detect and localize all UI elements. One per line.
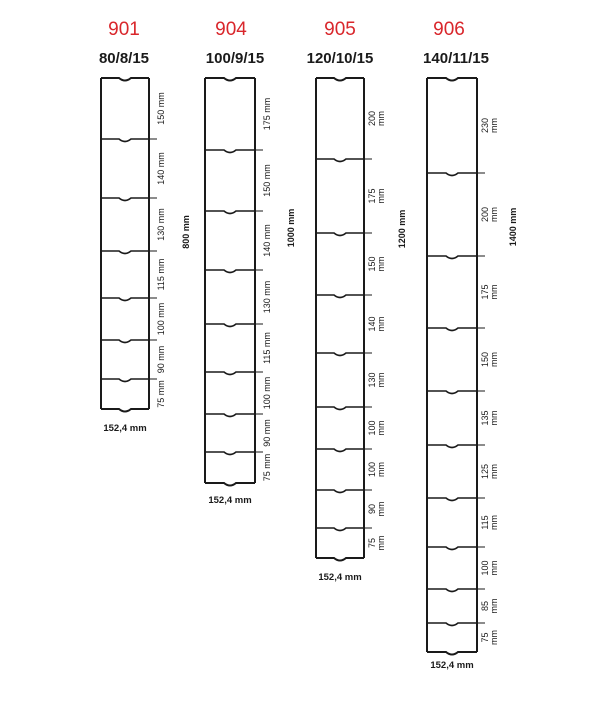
total-height-label <box>508 208 518 247</box>
fence-horizontal-wire <box>427 547 477 550</box>
gap-unit: mm <box>376 535 386 551</box>
fence-spec: 140/11/15 <box>423 50 489 67</box>
fence-spec: 80/8/15 <box>98 50 150 67</box>
gap-unit: mm <box>376 501 386 517</box>
fence-code: 904 <box>215 19 247 40</box>
gap-label <box>156 92 166 125</box>
fence-horizontal-wire <box>101 379 149 382</box>
gap-label <box>480 284 499 299</box>
fence-horizontal-wire <box>427 391 477 394</box>
gap-label <box>367 111 386 126</box>
gap-label <box>367 316 386 331</box>
gap-label <box>367 420 386 435</box>
gap-unit: mm <box>489 598 499 614</box>
gap-value: 90 <box>367 503 377 515</box>
gap-value: 140 mm <box>156 152 166 185</box>
gap-value: 150 mm <box>262 164 272 197</box>
fence-code: 906 <box>433 19 465 40</box>
gap-label <box>480 515 499 530</box>
fence-horizontal-wire <box>101 251 149 254</box>
fence-horizontal-wire <box>101 298 149 301</box>
gap-label <box>367 372 386 387</box>
total-height: 800 mm <box>181 215 191 249</box>
gap-unit: mm <box>376 462 386 477</box>
gap-value: 90 mm <box>156 345 166 374</box>
gap-value: 90 mm <box>262 419 272 447</box>
fence-horizontal-wire <box>316 407 364 410</box>
gap-label <box>156 346 166 374</box>
gap-label <box>262 281 272 314</box>
fence-horizontal-wire <box>316 528 364 531</box>
gap-value: 175 <box>480 284 490 300</box>
fence-906 <box>423 19 518 671</box>
gap-value: 200 <box>480 206 490 223</box>
gap-label <box>367 536 386 551</box>
width-label: 152,4 mm <box>318 572 362 583</box>
total-height-label <box>286 209 296 248</box>
gap-value: 150 <box>367 256 377 272</box>
gap-value: 175 <box>367 188 377 204</box>
fence-code: 905 <box>324 19 356 40</box>
total-height-label <box>181 215 191 249</box>
gap-value: 100 mm <box>156 302 166 336</box>
gap-value: 115 mm <box>156 258 166 291</box>
fence-horizontal-wire <box>427 173 477 176</box>
fence-horizontal-wire <box>205 414 255 417</box>
fence-horizontal-wire <box>427 445 477 448</box>
gap-label <box>156 380 166 408</box>
gap-label <box>480 630 499 645</box>
fence-horizontal-wire <box>316 159 364 162</box>
fence-horizontal-wire <box>316 78 364 81</box>
fence-horizontal-wire <box>205 270 255 273</box>
fence-horizontal-wire <box>427 589 477 592</box>
gap-value: 100 <box>367 420 377 436</box>
gap-unit: mm <box>376 256 386 272</box>
gap-label <box>367 188 386 203</box>
gap-label <box>480 599 499 614</box>
gap-value: 130 <box>367 372 377 388</box>
width-label: 152,4 mm <box>208 495 252 506</box>
fence-horizontal-wire <box>427 623 477 626</box>
gap-unit: mm <box>376 111 386 126</box>
fence-horizontal-wire <box>316 353 364 356</box>
gap-label <box>262 98 272 131</box>
fence-horizontal-wire <box>101 139 149 142</box>
gap-unit: mm <box>489 560 499 576</box>
gap-label <box>480 464 499 479</box>
fence-horizontal-wire <box>205 150 255 153</box>
fence-spec: 100/9/15 <box>205 50 265 67</box>
fence-horizontal-wire <box>101 409 149 412</box>
total-height: 1000 mm <box>286 208 296 248</box>
gap-label <box>156 303 166 336</box>
fence-horizontal-wire <box>205 211 255 214</box>
gap-label <box>480 560 499 575</box>
gap-value: 230 <box>480 117 490 134</box>
fence-horizontal-wire <box>205 483 255 486</box>
gap-label <box>480 410 499 425</box>
fence-horizontal-wire <box>316 449 364 452</box>
width-label: 152,4 mm <box>103 423 147 434</box>
gap-label <box>156 208 166 241</box>
gap-unit: mm <box>489 207 499 222</box>
gap-value: 200 <box>367 110 377 127</box>
gap-unit: mm <box>489 284 499 300</box>
gap-unit: mm <box>489 464 499 479</box>
gap-label <box>480 352 499 367</box>
gap-label <box>262 164 272 197</box>
gap-label <box>367 502 386 517</box>
fence-horizontal-wire <box>205 372 255 375</box>
gap-label <box>480 207 499 222</box>
fence-horizontal-wire <box>427 78 477 81</box>
fence-horizontal-wire <box>316 295 364 298</box>
gap-label <box>262 377 272 410</box>
gap-unit: mm <box>489 118 499 133</box>
gap-value: 100 <box>480 560 490 576</box>
fence-spec: 120/10/15 <box>306 50 374 67</box>
gap-value: 75 mm <box>156 380 166 408</box>
total-height: 1400 mm <box>508 207 518 247</box>
fence-horizontal-wire <box>205 78 255 81</box>
gap-value: 140 <box>367 316 377 332</box>
gap-label <box>262 419 272 447</box>
fence-horizontal-wire <box>427 498 477 501</box>
gap-value: 100 mm <box>262 376 272 410</box>
gap-value: 130 mm <box>262 280 272 314</box>
fence-horizontal-wire <box>316 558 364 561</box>
fence-horizontal-wire <box>101 78 149 81</box>
gap-label <box>262 454 272 482</box>
gap-unit: mm <box>376 420 386 436</box>
gap-value: 75 mm <box>262 453 272 482</box>
fence-901 <box>99 19 191 434</box>
gap-value: 150 mm <box>156 92 166 125</box>
fence-horizontal-wire <box>427 256 477 259</box>
fence-horizontal-wire <box>101 198 149 201</box>
fence-904 <box>205 19 296 506</box>
gap-value: 75 <box>480 632 490 643</box>
total-height: 1200 mm <box>397 209 407 249</box>
gap-value: 130 mm <box>156 208 166 241</box>
gap-value: 115 <box>480 515 490 530</box>
gap-value: 175 mm <box>262 97 272 131</box>
gap-label <box>367 256 386 271</box>
gap-value: 75 <box>367 537 377 549</box>
gap-unit: mm <box>489 410 499 426</box>
width-label: 152,4 mm <box>430 660 474 671</box>
gap-label <box>262 224 272 257</box>
gap-label <box>262 332 272 364</box>
fence-905 <box>307 19 407 583</box>
gap-value: 125 <box>480 463 490 480</box>
fence-horizontal-wire <box>205 324 255 327</box>
gap-unit: mm <box>376 372 386 388</box>
gap-value: 85 <box>480 600 490 612</box>
gap-label <box>156 259 166 291</box>
fence-horizontal-wire <box>427 328 477 331</box>
gap-value: 115 mm <box>262 332 272 364</box>
gap-unit: mm <box>489 630 499 645</box>
gap-value: 135 <box>480 410 490 426</box>
gap-unit: mm <box>489 515 499 530</box>
fence-horizontal-wire <box>101 340 149 343</box>
gap-value: 100 <box>367 461 377 478</box>
gap-value: 140 mm <box>262 224 272 257</box>
gap-unit: mm <box>376 188 386 204</box>
fence-code: 901 <box>108 19 140 40</box>
fence-horizontal-wire <box>205 452 255 455</box>
gap-label <box>156 152 166 185</box>
fence-horizontal-wire <box>316 233 364 236</box>
fence-horizontal-wire <box>316 490 364 493</box>
fence-horizontal-wire <box>427 652 477 655</box>
gap-label <box>480 118 499 133</box>
gap-value: 150 <box>480 351 490 368</box>
gap-label <box>367 462 386 477</box>
gap-unit: mm <box>376 316 386 332</box>
gap-unit: mm <box>489 352 499 367</box>
total-height-label <box>397 210 407 249</box>
